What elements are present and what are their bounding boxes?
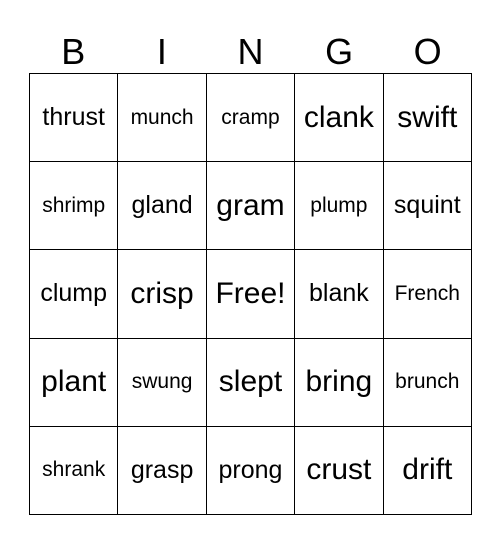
card-cell[interactable]: prong: [206, 426, 294, 514]
card-cell[interactable]: plant: [30, 338, 118, 426]
card-row: [30, 426, 472, 514]
card-cell[interactable]: shrimp: [30, 162, 118, 250]
card-cell[interactable]: crisp: [118, 250, 206, 338]
card-row: [30, 162, 472, 250]
header-letter-o: O: [413, 31, 442, 72]
card-cell[interactable]: squint: [383, 162, 471, 250]
card-cell[interactable]: brunch: [383, 338, 471, 426]
bingo-card: [29, 73, 472, 515]
card-cell[interactable]: plump: [295, 162, 383, 250]
card-cell[interactable]: grasp: [118, 426, 206, 514]
card-row: [30, 250, 472, 338]
header-letter-b: B: [61, 31, 86, 72]
card-cell[interactable]: swung: [118, 338, 206, 426]
card-cell[interactable]: gram: [206, 162, 294, 250]
card-cell[interactable]: French: [383, 250, 471, 338]
card-row: [30, 74, 472, 162]
card-cell[interactable]: clump: [30, 250, 118, 338]
card-cell[interactable]: swift: [383, 74, 471, 162]
card-row: [30, 338, 472, 426]
card-cell[interactable]: munch: [118, 74, 206, 162]
card-cell[interactable]: cramp: [206, 74, 294, 162]
header-letter-n: N: [237, 31, 264, 72]
card-cell[interactable]: blank: [295, 250, 383, 338]
card-cell[interactable]: clank: [295, 74, 383, 162]
card-cell[interactable]: drift: [383, 426, 471, 514]
card-cell[interactable]: thrust: [30, 74, 118, 162]
card-cell[interactable]: shrank: [30, 426, 118, 514]
card-cell[interactable]: slept: [206, 338, 294, 426]
card-cell[interactable]: bring: [295, 338, 383, 426]
bingo-header: [29, 30, 472, 74]
card-cell[interactable]: crust: [295, 426, 383, 514]
card-cell[interactable]: gland: [118, 162, 206, 250]
free-space-cell[interactable]: Free!: [206, 250, 294, 338]
header-letter-g: G: [325, 31, 354, 72]
header-letter-i: I: [156, 31, 167, 72]
